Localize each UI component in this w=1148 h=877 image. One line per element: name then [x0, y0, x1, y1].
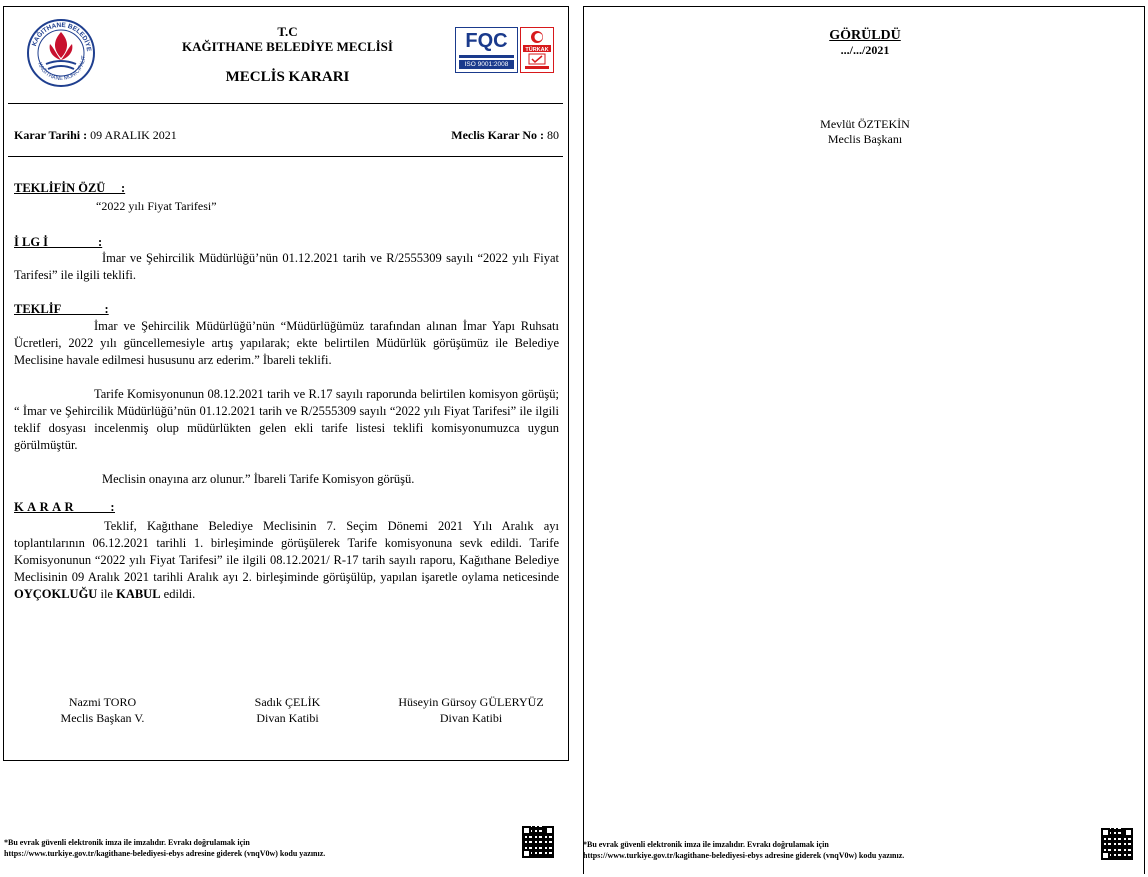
- decision-date: [14, 128, 177, 143]
- turkak-certificate-logo: [520, 27, 554, 73]
- president-signature: [780, 117, 950, 147]
- footer-line-1: *Bu evrak güvenli elektronik imza ile imzalıdır. Evrakı doğrulamak için: [583, 840, 829, 849]
- karar-text-mid: ile: [97, 587, 117, 601]
- karar-text: Teklif, Kağıthane Belediye Meclisinin 7. Seçim Dönemi 2021 Yılı Aralık ayı toplantılarının 06.12.2021 tarihli 1. birleşiminde görüşülerek Tarife komisyonuna sevk edildi. Tarife Komisyonunun “2022 yılı Fiyat Tarifesi” ile ilgili 08.12.2021/ R-17 tarih sayılı raporu, Kağıthane Belediye Meclisinin 09 Aralık 2021 tarihli Aralık ayı 2. birleşiminde görüşülüp, yapılan işaretle oylama neticesinde: [14, 519, 559, 584]
- header-divider: [8, 103, 563, 104]
- signature-title: Divan Katibi: [256, 711, 319, 725]
- footer-note-page-2: [583, 839, 1083, 861]
- svg-text:KAĞITHANE MUNICIPALITY: KAĞITHANE MUNICIPALIT: [36, 55, 88, 83]
- footer-verification-link[interactable]: https://www.turkiye.gov.tr/kagithane-belediyesi-ebys adresine giderek (vnqV0w) kodu yazınız.: [583, 851, 905, 860]
- president-name: Mevlüt ÖZTEKİN: [820, 117, 910, 131]
- president-title: Meclis Başkanı: [827, 132, 903, 146]
- section-karar-title: K A R A R :: [14, 500, 115, 514]
- karar-result-accept: KABUL: [116, 587, 161, 601]
- section-ilgi-body: [14, 250, 559, 284]
- section-karar-body: [14, 518, 559, 603]
- decision-number: [451, 128, 559, 143]
- seen-date: .../.../2021: [840, 43, 890, 57]
- signature-name: Hüseyin Gürsoy GÜLERYÜZ: [398, 695, 544, 709]
- signature-title: Meclis Başkan V.: [60, 711, 145, 725]
- iso-text: ISO 9001:2008: [459, 60, 514, 69]
- header-tc: T.C: [277, 24, 298, 39]
- decision-number-label: Meclis Karar No :: [451, 128, 544, 142]
- kagithane-logo: [26, 18, 96, 88]
- footer-note-page-1: [4, 837, 504, 859]
- signature-name: Sadık ÇELİK: [254, 695, 321, 709]
- section-ilgi-title: İ LG İ :: [14, 235, 103, 249]
- footer-verification-link[interactable]: https://www.turkiye.gov.tr/kagithane-belediyesi-ebys adresine giderek (vnqV0w) kodu yazınız.: [4, 849, 326, 858]
- teklif-paragraph-3: Meclisin onayına arz olunur.” İbareli Tarife Komisyon görüşü.: [102, 472, 415, 486]
- karar-paragraph: [14, 518, 559, 603]
- fqc-certificate-logo: [455, 27, 518, 73]
- footer-line-1: *Bu evrak güvenli elektronik imza ile imzalıdır. Evrakı doğrulamak için: [4, 838, 250, 847]
- meta-divider: [8, 156, 563, 157]
- section-teklif-title: TEKLİF :: [14, 302, 109, 316]
- page-title: MECLİS KARARI: [225, 69, 350, 85]
- karar-text-end: edildi.: [160, 587, 196, 601]
- section-ozu-title: TEKLİFİN ÖZÜ :: [14, 181, 126, 195]
- fqc-text: FQC: [465, 30, 508, 52]
- signature-block-3: [385, 694, 557, 726]
- teklif-paragraph-1: İmar ve Şehircilik Müdürlüğü’nün “Müdürlüğümüz tarafından alınan İmar Yapı Ruhsatı Ücretleri, 2022 yılı güncellemesiyle artış yapılarak; ekte belirtilen Müdürlük görüşümüz ile Belediye Meclisine havale edilmesi hususunu arz ederim.” İbareli teklifi.: [14, 319, 559, 367]
- signature-block-2: [215, 694, 360, 726]
- teklif-paragraph-2: Tarife Komisyonunun 08.12.2021 tarih ve R.17 sayılı raporunda belirtilen komisyon görüşü; “ İmar ve Şehircilik Müdürlüğü’nün 01.12.2021 tarih ve R/2555309 sayılı “2022 yılı Fiyat Tarifesi” ile ilgili teklif dosyası incelenmiş olup müdürlükten gelen ekli tarife listesi teklifi komisyonumuzca uygun görülmüştür.: [14, 387, 559, 452]
- karar-result-vote: OYÇOKLUĞU: [14, 587, 98, 601]
- header-institution: KAĞITHANE BELEDİYE MECLİSİ: [182, 39, 393, 54]
- qr-code-page-2: [1101, 828, 1133, 860]
- seen-title: GÖRÜLDÜ: [829, 28, 901, 43]
- signature-title: Divan Katibi: [439, 711, 503, 725]
- section-teklif-body: [14, 318, 559, 488]
- decision-date-value: 09 ARALIK 2021: [87, 128, 177, 142]
- signature-block-1: [30, 694, 175, 726]
- decision-date-label: Karar Tarihi :: [14, 128, 88, 142]
- section-ilgi-text: İmar ve Şehircilik Müdürlüğü’nün 01.12.2021 tarih ve R/2555309 sayılı “2022 yılı Fiyat Tarifesi” ile ilgili teklifi.: [14, 251, 559, 282]
- svg-text:TÜRKAK: TÜRKAK: [525, 47, 549, 53]
- qr-code-page-1: [522, 826, 554, 858]
- decision-number-value: 80: [544, 128, 559, 142]
- section-ozu-text: “2022 yılı Fiyat Tarifesi”: [96, 199, 217, 213]
- svg-text:KAĞITHANE BELEDİYESİ: KAĞITHANE BELEDİYE: [30, 21, 93, 52]
- signature-name: Nazmi TORO: [68, 695, 137, 709]
